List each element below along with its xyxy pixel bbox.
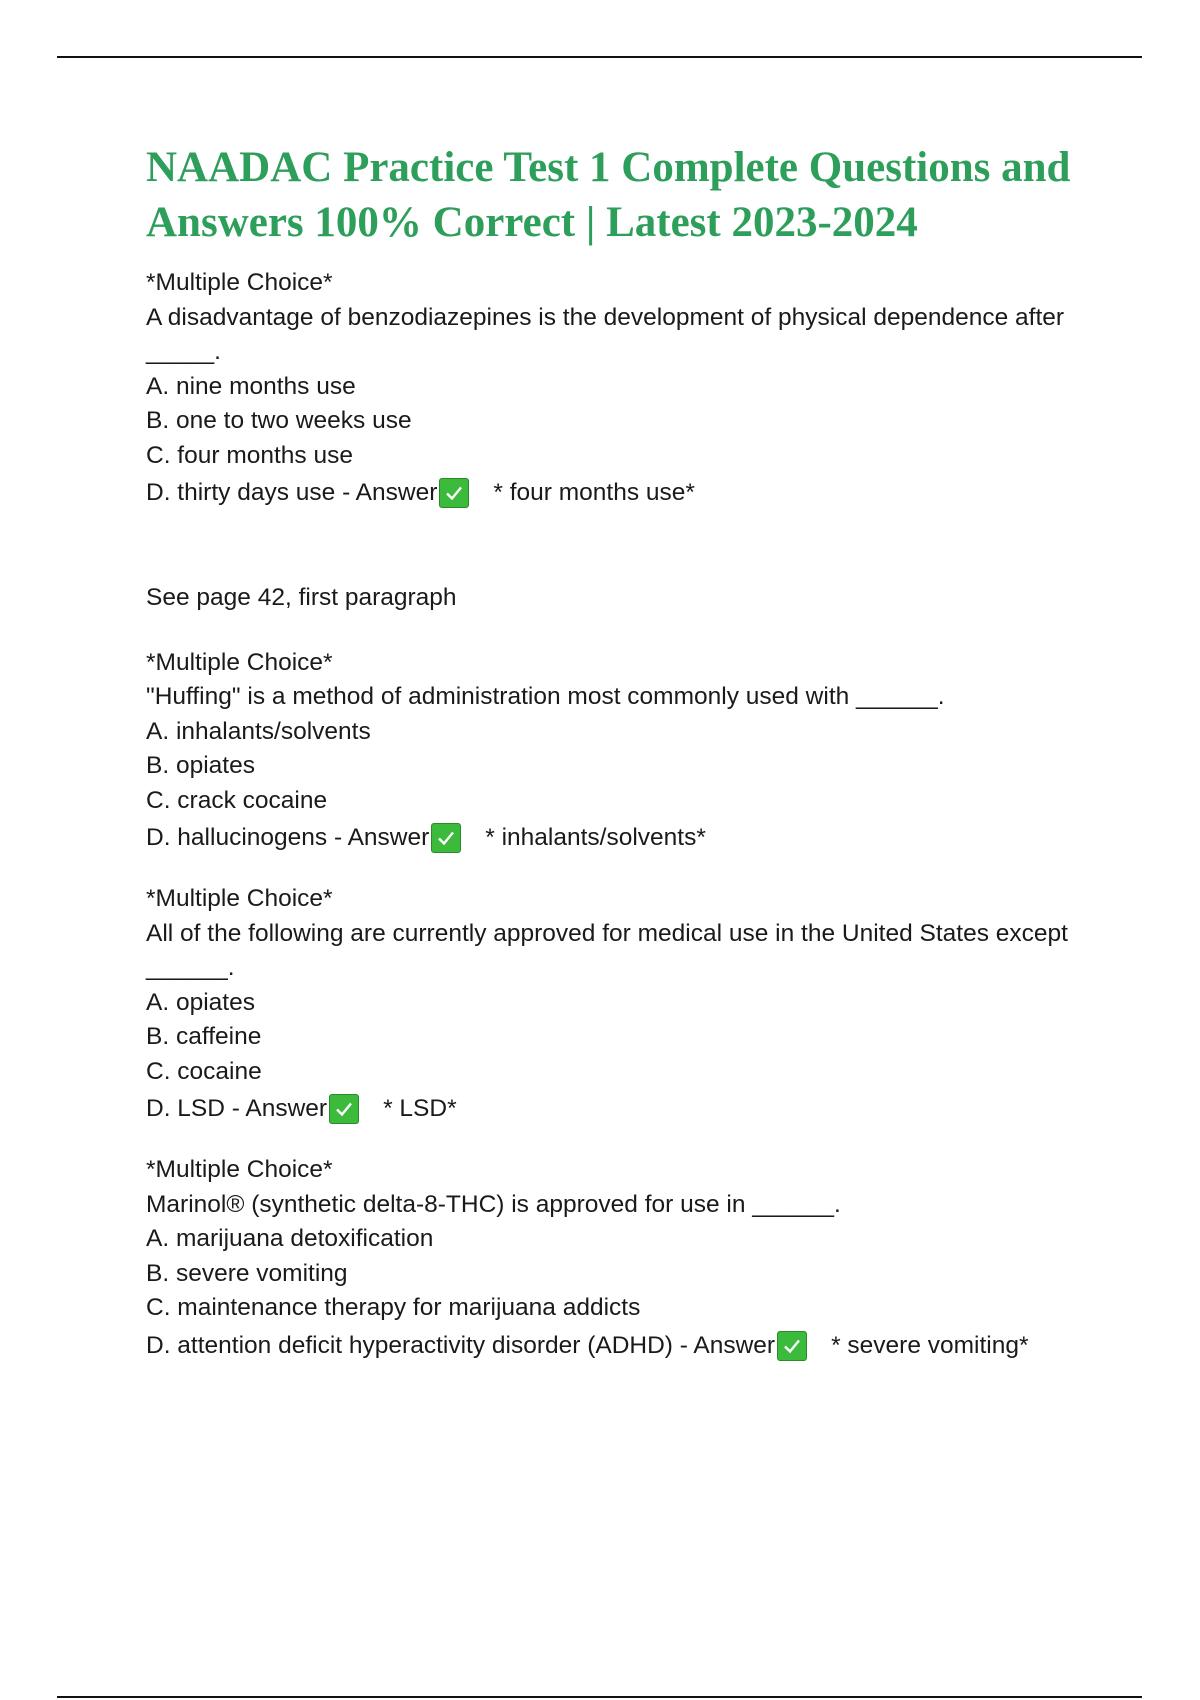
question-block [146,646,1106,859]
document-title: NAADAC Practice Test 1 Complete Questions and Answers 100% Correct | Latest 2023-2024 [146,144,1071,246]
question-stem: Marinol® (synthetic delta-8-THC) is approved for use in ______. [146,1190,841,1218]
answer-line [146,473,1106,513]
option: A. opiates [146,988,255,1016]
question-block [146,882,1106,1129]
answer-line [146,818,1106,858]
option: A. marijuana detoxification [146,1225,434,1252]
question-type: *Multiple Choice* [146,1156,333,1183]
question-stem: All of the following are currently approved for medical use in the United States except ______. [146,919,1068,981]
top-divider [57,56,1142,58]
question-stem: "Huffing" is a method of administration most commonly used with ______. [146,683,945,710]
question-stem: A disadvantage of benzodiazepines is the development of physical dependence after _____. [146,303,1065,365]
option-with-answer: D. thirty days use - Answer [146,479,438,506]
correct-answer: * severe vomiting* [831,1331,1029,1359]
question-type: *Multiple Choice* [146,269,333,296]
check-mark-icon [329,1094,359,1124]
check-mark-icon [431,823,461,853]
option: C. crack cocaine [146,786,328,814]
option: B. severe vomiting [146,1259,348,1287]
check-mark-icon [439,478,469,508]
option: A. inhalants/solvents [146,717,371,745]
correct-answer: * LSD* [383,1095,457,1122]
answer-line [146,1326,1106,1366]
question-block [146,266,1106,616]
option: C. four months use [146,441,353,469]
correct-answer: * inhalants/solvents* [485,824,706,851]
option: B. caffeine [146,1023,262,1050]
check-mark-icon [777,1331,807,1361]
option-with-answer: D. hallucinogens - Answer [146,824,430,851]
option: B. opiates [146,752,255,779]
bottom-divider [57,1696,1142,1698]
option: C. maintenance therapy for marijuana addicts [146,1294,641,1321]
option: B. one to two weeks use [146,407,412,434]
question-type: *Multiple Choice* [146,648,333,676]
correct-answer: * four months use* [493,479,695,506]
question-block [146,1153,1106,1366]
question-type: *Multiple Choice* [146,885,333,912]
option-with-answer: D. attention deficit hyperactivity disorder (ADHD) - Answer [146,1331,776,1359]
reference-note: See page 42, first paragraph [146,584,457,611]
document-body [146,140,1106,1366]
answer-line [146,1089,1106,1129]
option: C. cocaine [146,1057,262,1085]
option: A. nine months use [146,372,356,400]
option-with-answer: D. LSD - Answer [146,1095,328,1122]
